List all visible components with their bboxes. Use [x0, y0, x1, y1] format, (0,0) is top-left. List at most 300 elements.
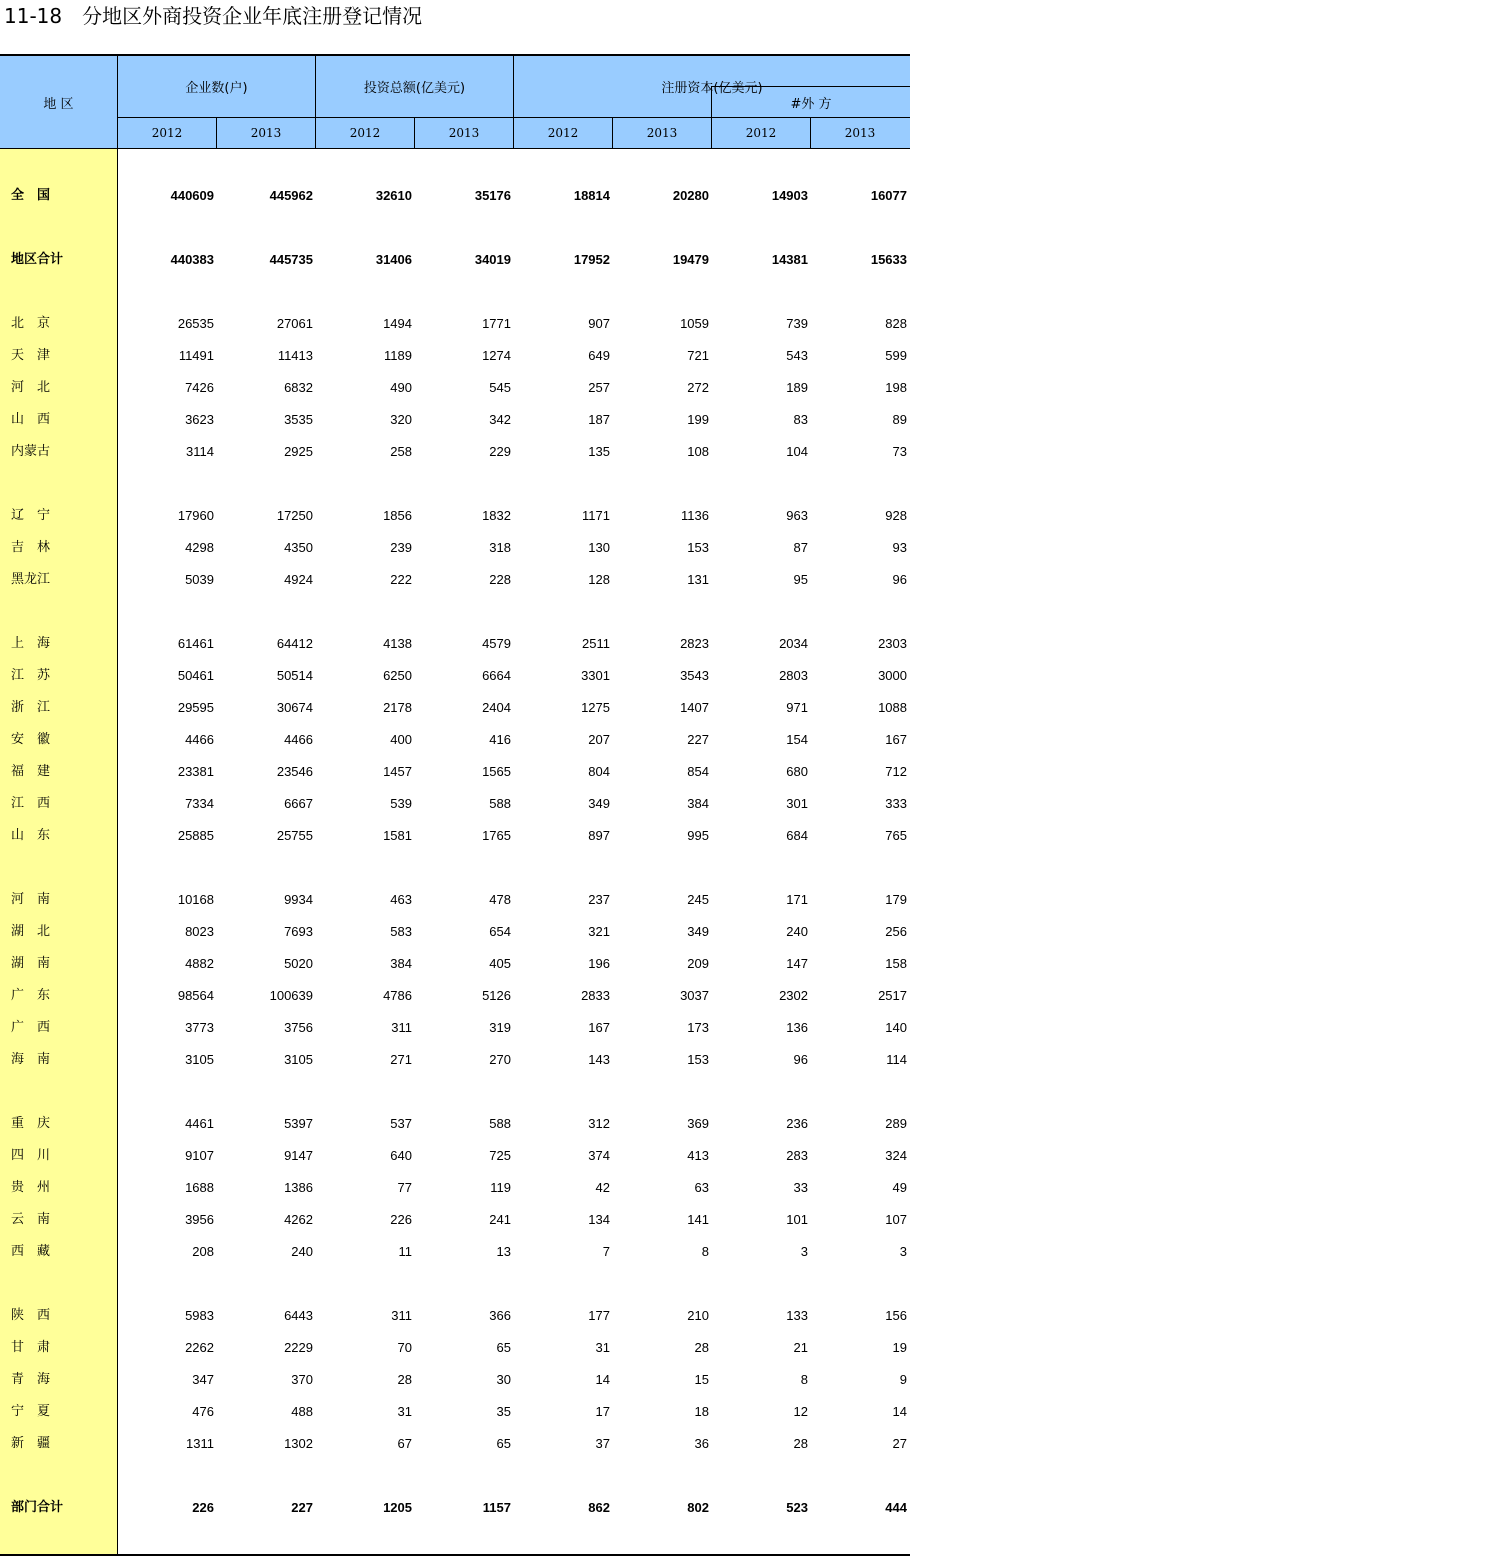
value-cell: 17952: [573, 252, 610, 267]
value-cell: 95: [793, 572, 808, 587]
value-cell: 8: [701, 1244, 709, 1259]
value-cell: 649: [588, 348, 610, 363]
table-row: [0, 436, 910, 468]
year-header: 2013: [448, 126, 480, 140]
value-cell: 463: [390, 892, 412, 907]
value-cell: 33: [793, 1180, 808, 1195]
value-cell: 27: [892, 1436, 907, 1451]
table-row: [0, 180, 910, 212]
value-cell: 2303: [878, 636, 907, 651]
value-cell: 36: [694, 1436, 709, 1451]
value-cell: 140: [885, 1020, 907, 1035]
value-cell: 3543: [680, 668, 709, 683]
table-row: [0, 916, 910, 948]
value-cell: 1311: [186, 1436, 214, 1451]
region-name: 辽 宁: [11, 508, 51, 523]
value-cell: 400: [390, 732, 412, 747]
value-cell: 270: [489, 1052, 511, 1067]
value-cell: 198: [885, 380, 907, 395]
value-cell: 6250: [383, 668, 412, 683]
value-cell: 239: [390, 540, 412, 555]
value-cell: 25755: [276, 828, 313, 843]
value-cell: 167: [885, 732, 907, 747]
value-cell: 17250: [276, 508, 313, 523]
value-cell: 15: [694, 1372, 709, 1387]
value-cell: 208: [192, 1244, 214, 1259]
value-cell: 119: [490, 1180, 511, 1195]
value-cell: 3956: [185, 1212, 214, 1227]
value-cell: 543: [786, 348, 808, 363]
value-cell: 21: [793, 1340, 808, 1355]
value-cell: 4579: [482, 636, 511, 651]
value-cell: 1386: [284, 1180, 313, 1195]
region-name: 山 东: [11, 828, 51, 843]
table-row: [0, 948, 910, 980]
value-cell: 209: [687, 956, 709, 971]
value-cell: 153: [687, 1052, 709, 1067]
region-name: 江 苏: [11, 668, 51, 683]
value-cell: 77: [397, 1180, 412, 1195]
value-cell: 8: [800, 1372, 808, 1387]
region-name: 全 国: [11, 188, 51, 203]
value-cell: 101: [786, 1212, 808, 1227]
region-name: 内蒙古: [11, 444, 51, 459]
value-cell: 196: [588, 956, 610, 971]
value-cell: 1157: [482, 1500, 511, 1515]
value-cell: 271: [390, 1052, 412, 1067]
value-cell: 143: [588, 1052, 610, 1067]
value-cell: 765: [885, 828, 907, 843]
value-cell: 19: [892, 1340, 907, 1355]
value-cell: 64412: [276, 636, 313, 651]
value-cell: 2517: [878, 988, 907, 1003]
table-row: [0, 1396, 910, 1428]
value-cell: 227: [291, 1500, 313, 1515]
value-cell: 61461: [177, 636, 214, 651]
region-name: 宁 夏: [11, 1404, 51, 1419]
value-cell: 3: [899, 1244, 907, 1259]
value-cell: 384: [687, 796, 709, 811]
value-cell: 23546: [276, 764, 313, 779]
value-cell: 2262: [185, 1340, 214, 1355]
value-cell: 236: [786, 1116, 808, 1131]
value-cell: 413: [687, 1148, 709, 1163]
value-cell: 2404: [482, 700, 511, 715]
value-cell: 256: [885, 924, 907, 939]
value-cell: 3623: [185, 412, 214, 427]
value-cell: 739: [786, 316, 808, 331]
value-cell: 312: [588, 1116, 610, 1131]
table-row: [0, 372, 910, 404]
value-cell: 3105: [284, 1052, 313, 1067]
value-cell: 31406: [375, 252, 412, 267]
value-cell: 537: [390, 1116, 412, 1131]
value-cell: 199: [687, 412, 709, 427]
value-cell: 444: [885, 1500, 907, 1515]
value-cell: 1205: [383, 1500, 412, 1515]
value-cell: 226: [192, 1500, 214, 1515]
value-cell: 18: [694, 1404, 709, 1419]
value-cell: 319: [489, 1020, 511, 1035]
value-cell: 6667: [284, 796, 313, 811]
region-name: 湖 南: [11, 956, 51, 971]
year-header: 2012: [547, 126, 579, 140]
value-cell: 141: [687, 1212, 709, 1227]
table-row: [0, 532, 910, 564]
registered-capital-header: 注册资本(亿美元): [661, 81, 763, 96]
value-cell: 583: [390, 924, 412, 939]
value-cell: 5020: [284, 956, 313, 971]
value-cell: 14903: [771, 188, 808, 203]
value-cell: 173: [687, 1020, 709, 1035]
value-cell: 237: [588, 892, 610, 907]
value-cell: 405: [489, 956, 511, 971]
value-cell: 50514: [276, 668, 313, 683]
value-cell: 539: [390, 796, 412, 811]
value-cell: 928: [885, 508, 907, 523]
value-cell: 14381: [771, 252, 808, 267]
region-name: 安 徽: [11, 732, 51, 747]
enterprise-count-header: 企业数(户): [185, 81, 248, 96]
value-cell: 50461: [177, 668, 214, 683]
value-cell: 158: [885, 956, 907, 971]
region-name: 甘 肃: [11, 1340, 51, 1355]
value-cell: 23381: [177, 764, 214, 779]
year-header: 2013: [646, 126, 678, 140]
value-cell: 67: [397, 1436, 412, 1451]
value-cell: 440383: [170, 252, 214, 267]
table-row: [0, 1044, 910, 1076]
region-name: 河 南: [11, 892, 51, 907]
value-cell: 229: [489, 444, 511, 459]
table-row: [0, 1364, 910, 1396]
value-cell: 228: [489, 572, 511, 587]
value-cell: 828: [885, 316, 907, 331]
table-row: [0, 1204, 910, 1236]
value-cell: 1171: [582, 508, 610, 523]
table-row: [0, 500, 910, 532]
value-cell: 3105: [185, 1052, 214, 1067]
total-investment-header: 投资总额(亿美元): [363, 81, 466, 96]
value-cell: 28: [793, 1436, 808, 1451]
value-cell: 1088: [878, 700, 907, 715]
value-cell: 187: [588, 412, 610, 427]
value-cell: 971: [786, 700, 808, 715]
value-cell: 227: [687, 732, 709, 747]
value-cell: 83: [793, 412, 808, 427]
value-cell: 6832: [284, 380, 313, 395]
table-row: [0, 660, 910, 692]
year-header: 2013: [844, 126, 876, 140]
value-cell: 49: [892, 1180, 907, 1195]
value-cell: 104: [786, 444, 808, 459]
value-cell: 87: [793, 540, 808, 555]
value-cell: 30674: [276, 700, 313, 715]
value-cell: 370: [291, 1372, 313, 1387]
value-cell: 14: [892, 1404, 907, 1419]
value-cell: 89: [892, 412, 907, 427]
value-cell: 9147: [284, 1148, 313, 1163]
table-row: [0, 884, 910, 916]
value-cell: 3773: [185, 1020, 214, 1035]
value-cell: 226: [390, 1212, 412, 1227]
value-cell: 93: [892, 540, 907, 555]
value-cell: 31: [397, 1404, 412, 1419]
value-cell: 349: [588, 796, 610, 811]
value-cell: 15633: [870, 252, 907, 267]
value-cell: 70: [397, 1340, 412, 1355]
value-cell: 10168: [177, 892, 214, 907]
value-cell: 1688: [185, 1180, 214, 1195]
table-row: [0, 756, 910, 788]
value-cell: 4466: [284, 732, 313, 747]
value-cell: 1494: [383, 316, 412, 331]
value-cell: 333: [885, 796, 907, 811]
value-cell: 18814: [573, 188, 610, 203]
value-cell: 65: [496, 1340, 511, 1355]
value-cell: 342: [489, 412, 511, 427]
value-cell: 1407: [680, 700, 709, 715]
region-name: 地区合计: [11, 252, 64, 267]
table-row: [0, 1332, 910, 1364]
region-name: 浙 江: [11, 700, 51, 715]
value-cell: 34019: [474, 252, 511, 267]
value-cell: 545: [489, 380, 511, 395]
value-cell: 167: [588, 1020, 610, 1035]
value-cell: 19479: [672, 252, 709, 267]
value-cell: 3114: [186, 444, 214, 459]
region-name: 广 西: [11, 1020, 51, 1035]
table-row: [0, 1140, 910, 1172]
value-cell: 862: [588, 1500, 610, 1515]
region-name: 四 川: [11, 1148, 51, 1163]
value-cell: 2511: [582, 636, 610, 651]
value-cell: 134: [588, 1212, 610, 1227]
value-cell: 721: [687, 348, 709, 363]
value-cell: 9934: [284, 892, 313, 907]
region-name: 云 南: [11, 1212, 51, 1227]
year-header: 2012: [349, 126, 381, 140]
value-cell: 240: [291, 1244, 313, 1259]
value-cell: 283: [786, 1148, 808, 1163]
value-cell: 4138: [383, 636, 412, 651]
value-cell: 12: [793, 1404, 808, 1419]
value-cell: 17960: [177, 508, 214, 523]
value-cell: 26535: [177, 316, 214, 331]
region-name: 广 东: [11, 988, 51, 1003]
value-cell: 3037: [680, 988, 709, 1003]
value-cell: 20280: [672, 188, 709, 203]
year-header: 2012: [151, 126, 183, 140]
value-cell: 96: [793, 1052, 808, 1067]
value-cell: 684: [786, 828, 808, 843]
value-cell: 311: [391, 1020, 412, 1035]
value-cell: 207: [588, 732, 610, 747]
value-cell: 478: [489, 892, 511, 907]
value-cell: 9107: [185, 1148, 214, 1163]
value-cell: 114: [886, 1052, 907, 1067]
value-cell: 5126: [482, 988, 511, 1003]
year-header: 2012: [745, 126, 777, 140]
region-name: 山 西: [11, 412, 51, 427]
value-cell: 995: [687, 828, 709, 843]
region-name: 重 庆: [11, 1116, 51, 1131]
value-cell: 222: [390, 572, 412, 587]
value-cell: 98564: [177, 988, 214, 1003]
value-cell: 347: [192, 1372, 214, 1387]
value-cell: 374: [588, 1148, 610, 1163]
value-cell: 654: [489, 924, 511, 939]
value-cell: 154: [786, 732, 808, 747]
value-cell: 11491: [178, 348, 214, 363]
value-cell: 445735: [269, 252, 313, 267]
value-cell: 128: [588, 572, 610, 587]
value-cell: 4882: [185, 956, 214, 971]
region-name: 北 京: [11, 316, 51, 331]
region-name: 上 海: [11, 636, 51, 651]
region-name: 部门合计: [11, 1500, 64, 1515]
table-row: [0, 1172, 910, 1204]
region-name: 海 南: [11, 1052, 51, 1067]
foreign-party-header: #外 方: [790, 96, 832, 112]
value-cell: 65: [496, 1436, 511, 1451]
table-row: [0, 340, 910, 372]
value-cell: 241: [489, 1212, 511, 1227]
table-row: [0, 1012, 910, 1044]
value-cell: 63: [694, 1180, 709, 1195]
region-name: 江 西: [11, 796, 51, 811]
value-cell: 6443: [284, 1308, 313, 1323]
value-cell: 131: [687, 572, 709, 587]
value-cell: 476: [192, 1404, 214, 1419]
value-cell: 369: [687, 1116, 709, 1131]
value-cell: 523: [786, 1500, 808, 1515]
value-cell: 712: [885, 764, 907, 779]
value-cell: 147: [786, 956, 808, 971]
value-cell: 8023: [185, 924, 214, 939]
value-cell: 7693: [284, 924, 313, 939]
value-cell: 440609: [170, 188, 214, 203]
value-cell: 28: [694, 1340, 709, 1355]
value-cell: 11: [398, 1244, 412, 1259]
value-cell: 5039: [185, 572, 214, 587]
value-cell: 3000: [878, 668, 907, 683]
value-cell: 4786: [383, 988, 412, 1003]
value-cell: 2178: [383, 700, 412, 715]
value-cell: 35176: [474, 188, 511, 203]
value-cell: 42: [595, 1180, 610, 1195]
value-cell: 321: [588, 924, 610, 939]
value-cell: 3301: [581, 668, 610, 683]
table-row: [0, 1236, 910, 1268]
region-name: 福 建: [11, 764, 51, 779]
table-row: [0, 628, 910, 660]
value-cell: 179: [885, 892, 907, 907]
value-cell: 7334: [185, 796, 214, 811]
value-cell: 135: [588, 444, 610, 459]
value-cell: 4466: [185, 732, 214, 747]
value-cell: 3: [800, 1244, 808, 1259]
value-cell: 680: [786, 764, 808, 779]
region-name: 黑龙江: [11, 572, 51, 587]
region-name: 河 北: [11, 380, 51, 395]
value-cell: 2034: [779, 636, 808, 651]
value-cell: 100639: [269, 988, 313, 1003]
value-cell: 189: [786, 380, 808, 395]
region-name: 贵 州: [11, 1180, 51, 1195]
value-cell: 804: [588, 764, 610, 779]
value-cell: 28: [397, 1372, 412, 1387]
value-cell: 3535: [284, 412, 313, 427]
value-cell: 320: [390, 412, 412, 427]
value-cell: 488: [291, 1404, 313, 1419]
value-cell: 1771: [482, 316, 511, 331]
value-cell: 1189: [384, 348, 412, 363]
value-cell: 7426: [185, 380, 214, 395]
table-row: [0, 1428, 910, 1460]
value-cell: 6664: [482, 668, 511, 683]
table-row: [0, 980, 910, 1012]
value-cell: 16077: [870, 188, 907, 203]
value-cell: 2823: [680, 636, 709, 651]
table-row: [0, 244, 910, 276]
table-row: [0, 1300, 910, 1332]
table-row: [0, 692, 910, 724]
value-cell: 1765: [482, 828, 511, 843]
value-cell: 11413: [277, 348, 313, 363]
table-row: [0, 1108, 910, 1140]
value-cell: 245: [687, 892, 709, 907]
value-cell: 4262: [284, 1212, 313, 1227]
value-cell: 963: [786, 508, 808, 523]
value-cell: 324: [885, 1148, 907, 1163]
table-row: [0, 820, 910, 852]
region-name: 青 海: [11, 1372, 51, 1387]
value-cell: 171: [786, 892, 808, 907]
value-cell: 7: [602, 1244, 610, 1259]
value-cell: 490: [390, 380, 412, 395]
value-cell: 27061: [276, 316, 313, 331]
table-row: [0, 404, 910, 436]
value-cell: 2925: [284, 444, 313, 459]
header-bottom-border: [0, 148, 910, 149]
value-cell: 9: [899, 1372, 907, 1387]
value-cell: 32610: [375, 188, 412, 203]
value-cell: 96: [892, 572, 907, 587]
value-cell: 1565: [482, 764, 511, 779]
value-cell: 445962: [269, 188, 313, 203]
value-cell: 3756: [284, 1020, 313, 1035]
value-cell: 156: [885, 1308, 907, 1323]
value-cell: 4924: [284, 572, 313, 587]
value-cell: 1302: [284, 1436, 313, 1451]
value-cell: 5397: [284, 1116, 313, 1131]
value-cell: 2833: [581, 988, 610, 1003]
region-name: 西 藏: [11, 1244, 51, 1259]
table-row: [0, 308, 910, 340]
value-cell: 349: [687, 924, 709, 939]
value-cell: 30: [496, 1372, 511, 1387]
value-cell: 257: [588, 380, 610, 395]
value-cell: 2302: [779, 988, 808, 1003]
value-cell: 588: [489, 796, 511, 811]
table-row: [0, 724, 910, 756]
value-cell: 133: [786, 1308, 808, 1323]
value-cell: 210: [687, 1308, 709, 1323]
value-cell: 153: [687, 540, 709, 555]
region-name: 陕 西: [11, 1308, 51, 1323]
value-cell: 1059: [680, 316, 709, 331]
